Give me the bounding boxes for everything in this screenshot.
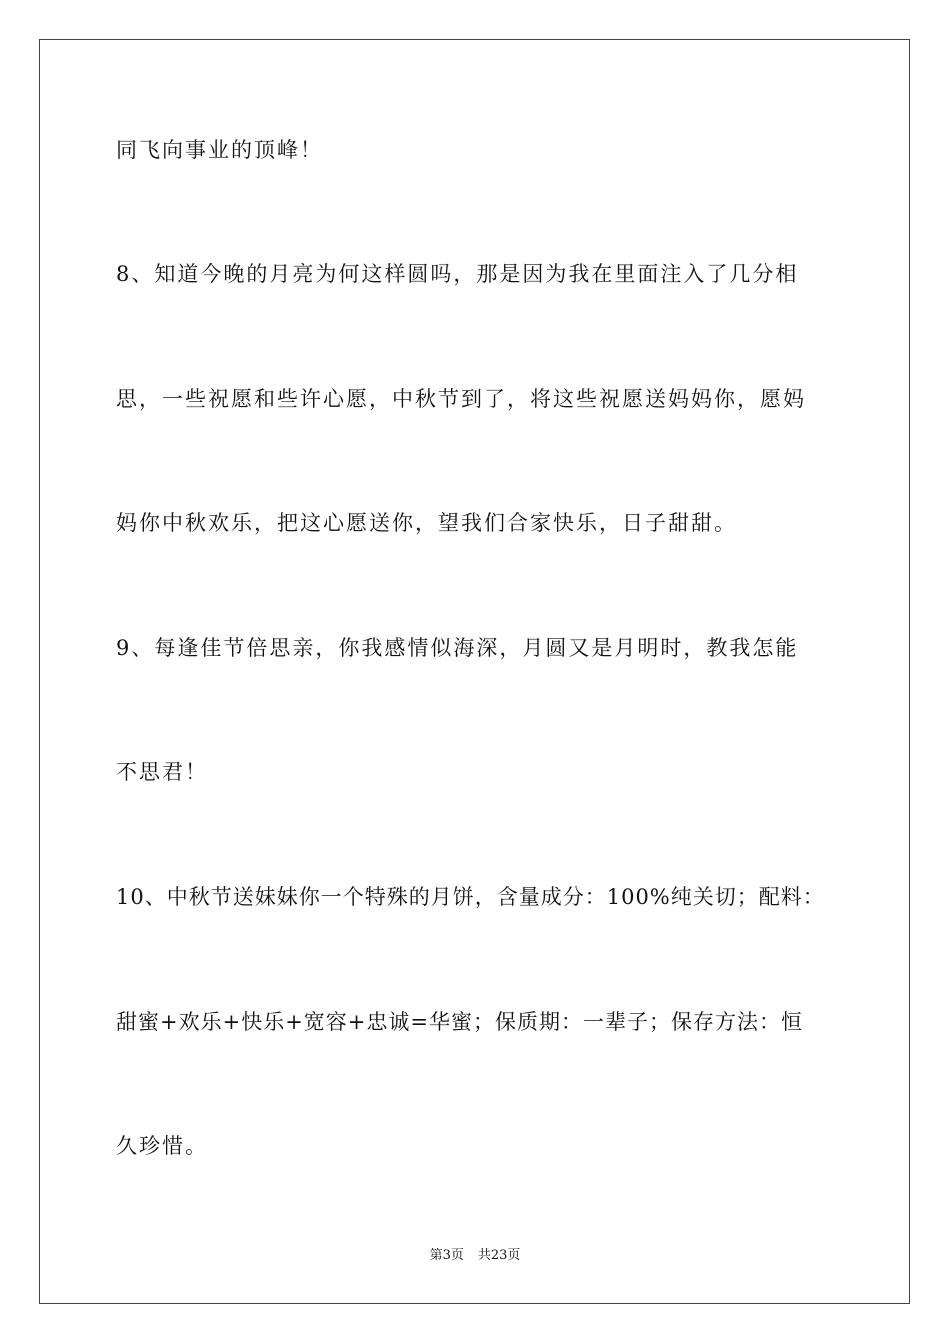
text-line: 久珍惜。 bbox=[116, 1134, 208, 1158]
text-line: 妈你中秋欢乐，把这心愿送你，望我们合家快乐，日子甜甜。 bbox=[116, 511, 737, 535]
page-total: 共23页 bbox=[477, 1248, 521, 1263]
text-line: 9、每逢佳节倍思亲，你我感情似海深，月圆又是月明时，教我怎能 bbox=[116, 636, 799, 660]
text-line: 同飞向事业的顶峰！ bbox=[116, 138, 323, 162]
text-line: 甜蜜+欢乐+快乐+宽容+忠诚=华蜜；保质期：一辈子；保存方法：恒 bbox=[116, 1010, 803, 1034]
text-line: 10、中秋节送妹妹你一个特殊的月饼，含量成分：100%纯关切；配料： bbox=[116, 885, 825, 909]
text-line: 不思君！ bbox=[116, 760, 208, 784]
page-footer bbox=[0, 1247, 950, 1265]
text-line: 8、知道今晚的月亮为何这样圆吗，那是因为我在里面注入了几分相 bbox=[116, 262, 799, 286]
page-number: 第3页 bbox=[429, 1248, 464, 1263]
text-line: 思，一些祝愿和些许心愿，中秋节到了，将这些祝愿送妈妈你，愿妈 bbox=[116, 387, 806, 411]
page-border bbox=[39, 39, 910, 1304]
